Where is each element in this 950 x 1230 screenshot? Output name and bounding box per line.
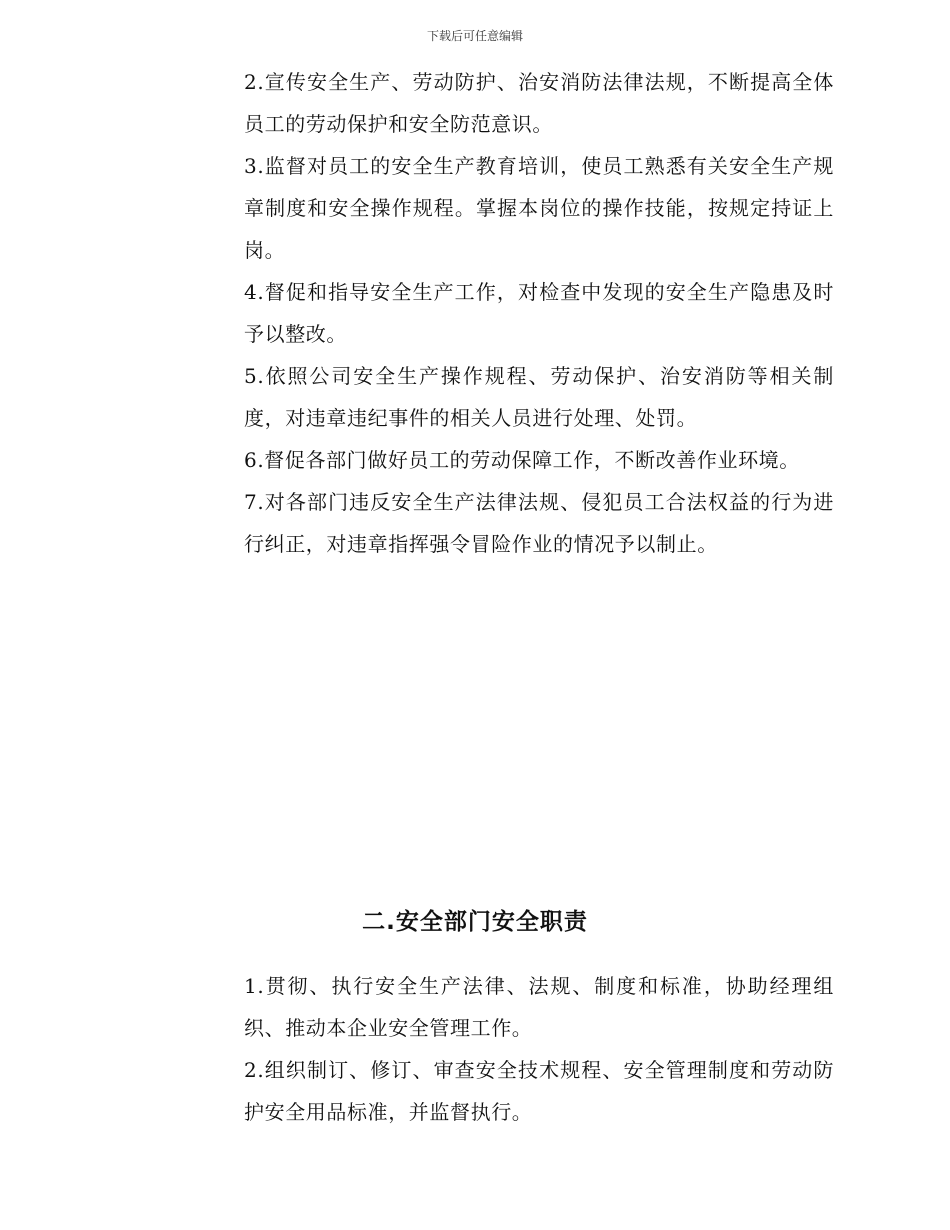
dept-duty-item-1: 1.贯彻、执行安全生产法律、法规、制度和标准，协助经理组织、推动本企业安全管理工作。 bbox=[244, 974, 834, 1040]
duty-item-6: 6.督促各部门做好员工的劳动保障工作，不断改善作业环境。 bbox=[244, 448, 800, 472]
dept-duty-item-2: 2.组织制订、修订、审查安全技术规程、安全管理制度和劳动防护安全用品标准，并监督执行。 bbox=[244, 1058, 834, 1124]
page-header: 下载后可任意编辑 bbox=[426, 29, 523, 43]
duty-item-7: 7.对各部门违反安全生产法律法规、侵犯员工合法权益的行为进行纠正，对违章指挥强令冒险作业的情况予以制止。 bbox=[244, 490, 834, 556]
section-title: 二.安全部门安全职责 bbox=[362, 909, 588, 935]
duty-item-5: 5.依照公司安全生产操作规程、劳动保护、治安消防等相关制度，对违章违纪事件的相关人员进行处理、处罚。 bbox=[244, 364, 834, 430]
duty-item-3: 3.监督对员工的安全生产教育培训，使员工熟悉有关安全生产规章制度和安全操作规程。掌握本岗位的操作技能，按规定持证上岗。 bbox=[244, 154, 834, 262]
duty-item-4: 4.督促和指导安全生产工作，对检查中发现的安全生产隐患及时予以整改。 bbox=[244, 280, 834, 346]
duty-item-2: 2.宣传安全生产、劳动防护、治安消防法律法规，不断提高全体员工的劳动保护和安全防范意识。 bbox=[244, 70, 834, 136]
